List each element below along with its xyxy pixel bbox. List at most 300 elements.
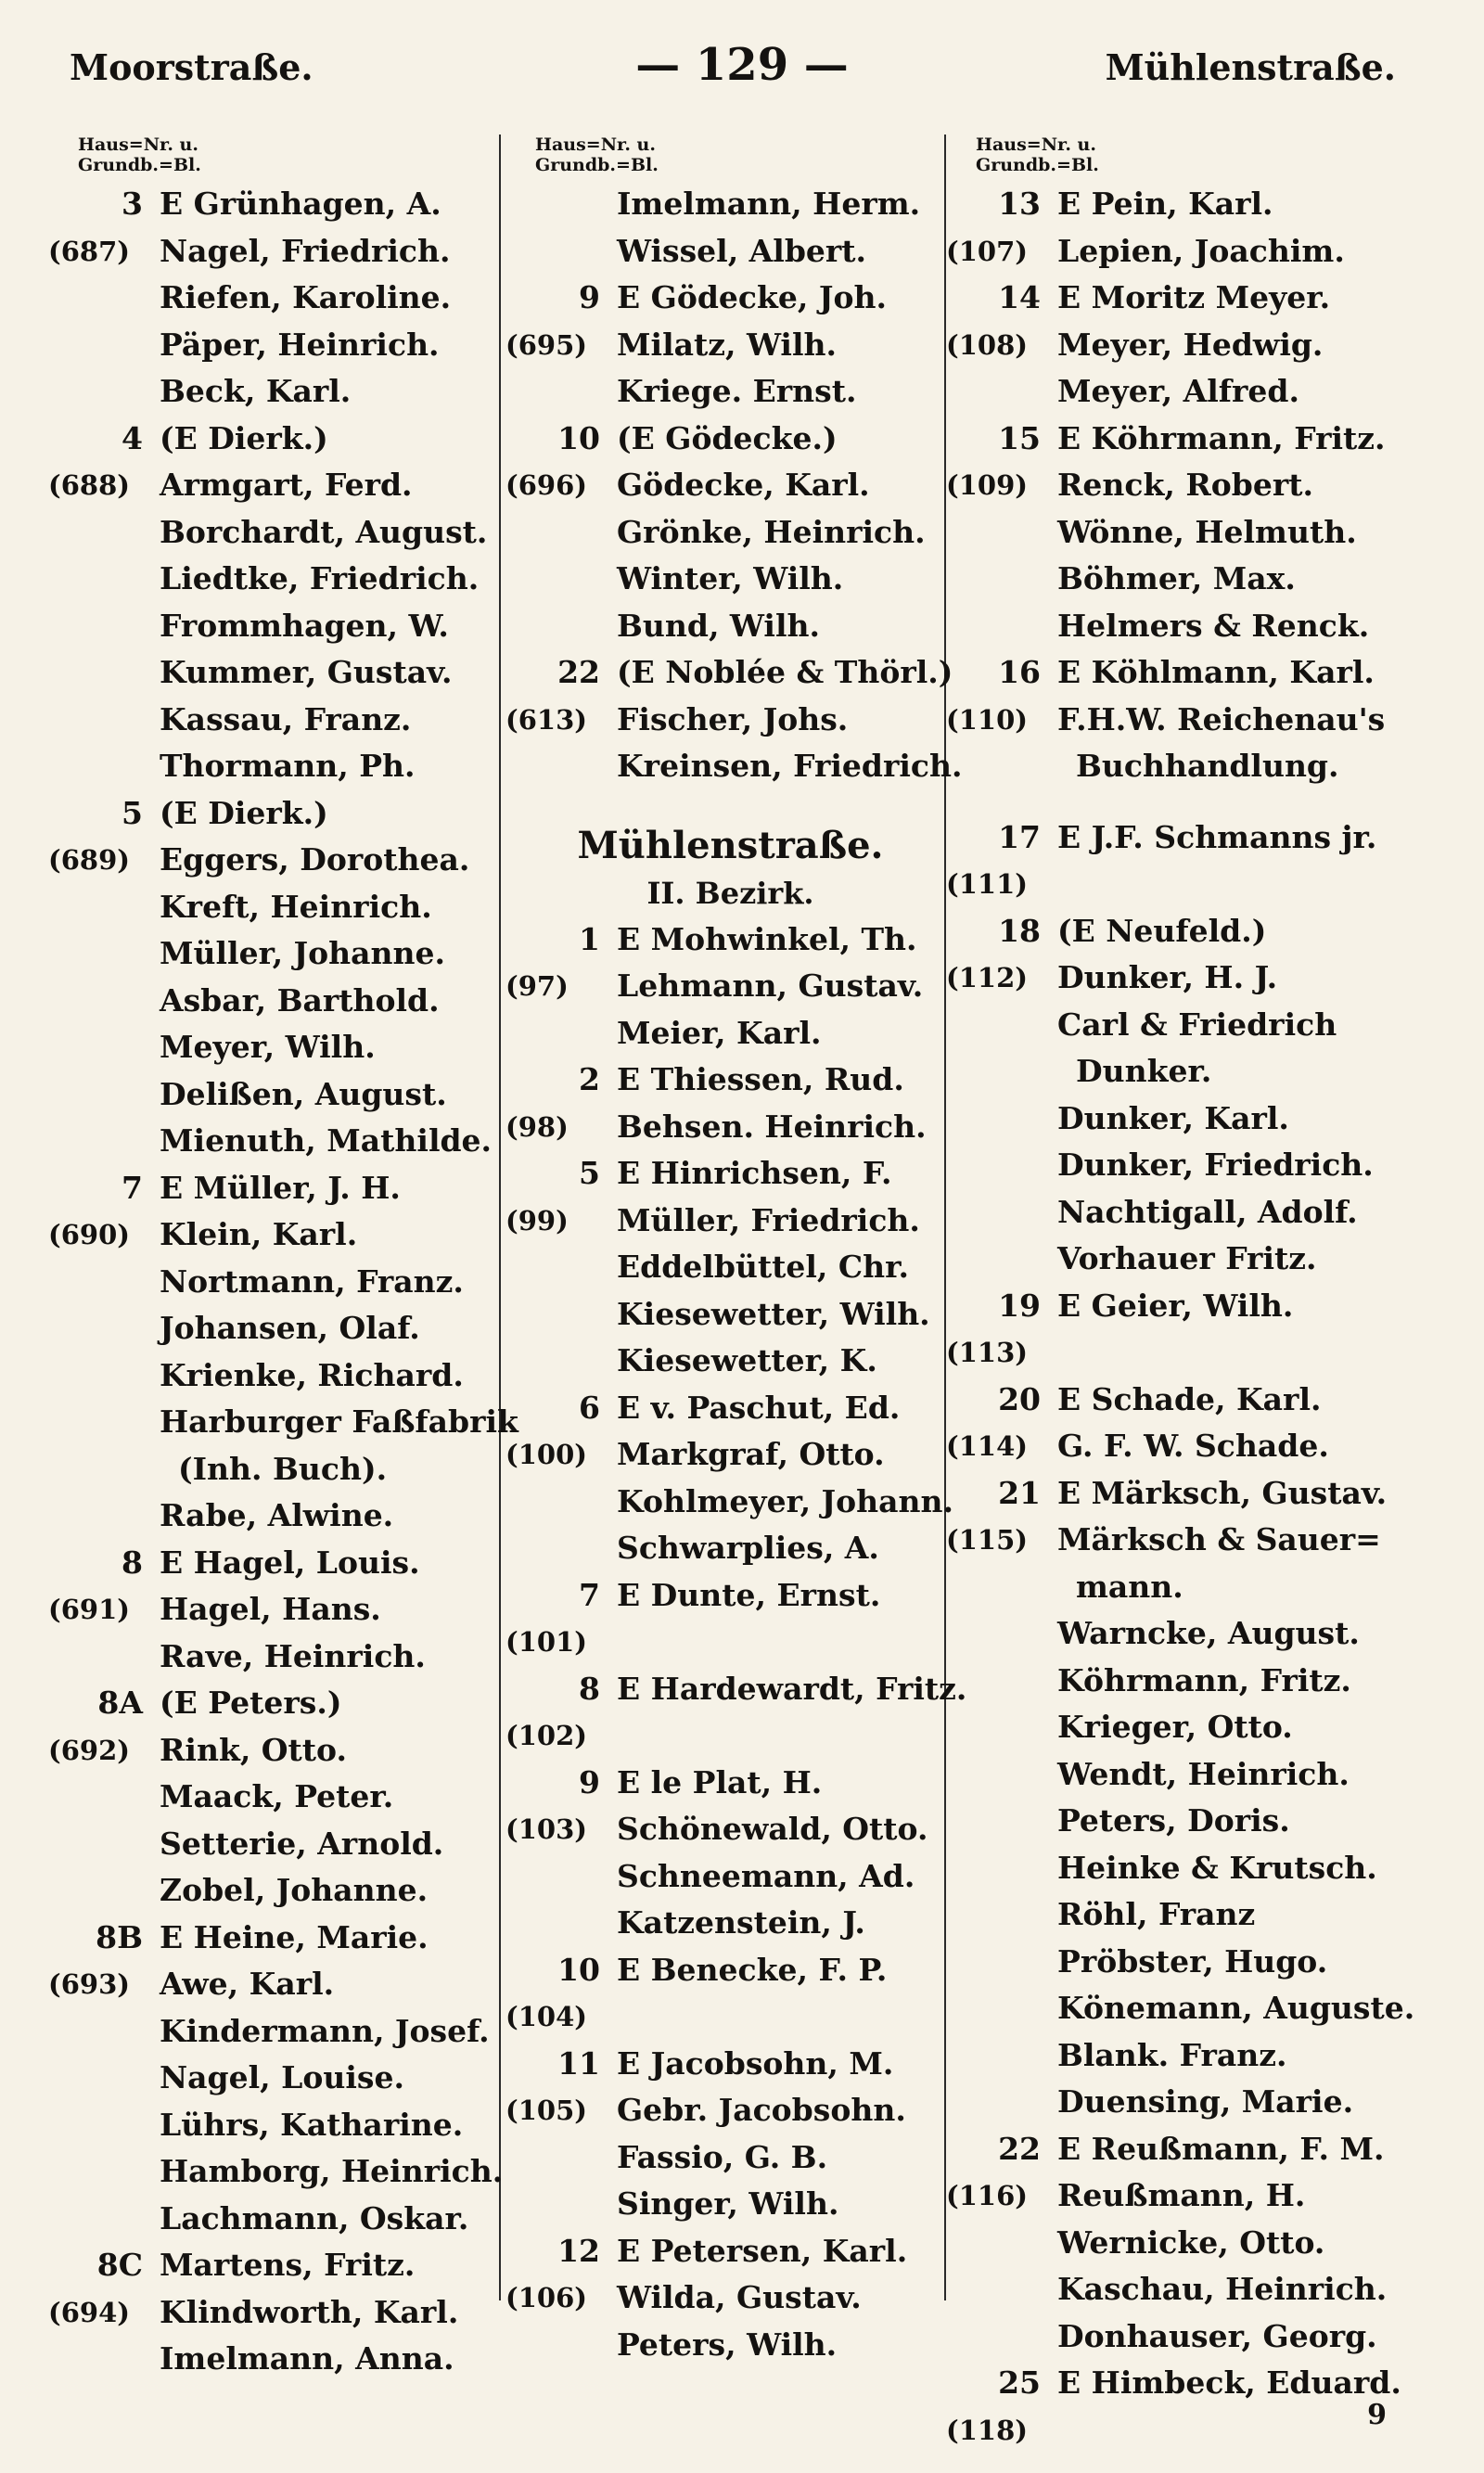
directory-entry bbox=[58, 181, 503, 228]
entry-list bbox=[48, 181, 518, 2383]
resident-name: E Hardewardt, Fritz. bbox=[617, 1670, 967, 1707]
directory-entry bbox=[58, 1446, 503, 1493]
resident-name: Reußmann, H. bbox=[1057, 2177, 1306, 2213]
resident-name: Kreinsen, Friedrich. bbox=[617, 748, 963, 784]
directory-entry bbox=[955, 1891, 1456, 1939]
resident-name: E Schade, Karl. bbox=[1057, 1380, 1322, 1417]
resident-name: E J.F. Schmanns jr. bbox=[1057, 818, 1377, 855]
page-number: — 129 — bbox=[635, 39, 849, 91]
directory-entry bbox=[515, 1947, 946, 1994]
house-number: 8B bbox=[96, 1918, 143, 1955]
land-register-number: (118) bbox=[946, 2414, 1028, 2446]
directory-entry bbox=[515, 228, 946, 275]
resident-name: Köhrmann, Fritz. bbox=[1057, 1661, 1351, 1698]
directory-entry bbox=[955, 1751, 1456, 1799]
resident-name: (E Gödecke.) bbox=[617, 419, 838, 456]
directory-entry bbox=[515, 181, 946, 228]
directory-entry bbox=[58, 1071, 503, 1119]
directory-entry bbox=[58, 1540, 503, 1587]
resident-name: Krienke, Richard. bbox=[160, 1356, 464, 1393]
resident-name: E Märksch, Gustav. bbox=[1057, 1474, 1388, 1511]
house-number: 21 bbox=[998, 1474, 1041, 1511]
resident-name: Peters, Doris. bbox=[1057, 1802, 1290, 1839]
directory-entry bbox=[48, 1586, 503, 1634]
directory-entry bbox=[58, 368, 503, 416]
resident-name: Johansen, Olaf. bbox=[160, 1310, 420, 1346]
directory-entry bbox=[48, 2289, 503, 2337]
house-number: 18 bbox=[998, 912, 1041, 949]
land-register-number: (105) bbox=[505, 2095, 587, 2126]
house-number: 6 bbox=[579, 1389, 600, 1426]
running-header-left: Moorstraße. bbox=[70, 46, 313, 88]
resident-name: Gödecke, Karl. bbox=[617, 467, 870, 503]
directory-entry bbox=[515, 2228, 946, 2275]
directory-entry bbox=[505, 1198, 946, 1245]
resident-name: Wissel, Albert. bbox=[617, 232, 867, 269]
resident-name: Bund, Wilh. bbox=[617, 607, 820, 644]
land-register-number: (97) bbox=[505, 970, 569, 1002]
directory-entry bbox=[48, 1211, 503, 1259]
directory-entry bbox=[58, 2148, 503, 2196]
house-number: 12 bbox=[557, 2232, 600, 2269]
resident-name: Kiesewetter, Wilh. bbox=[617, 1295, 930, 1332]
resident-name: Blank. Franz. bbox=[1057, 2036, 1287, 2073]
directory-entry bbox=[515, 1057, 946, 1104]
directory-entry bbox=[505, 697, 946, 744]
resident-name: Lachmann, Oskar. bbox=[160, 2199, 469, 2236]
resident-name: Kassau, Franz. bbox=[160, 700, 412, 737]
resident-name: Duensing, Marie. bbox=[1057, 2083, 1354, 2120]
directory-entry bbox=[48, 1961, 503, 2008]
house-number: 22 bbox=[557, 654, 600, 690]
directory-entry bbox=[955, 1658, 1456, 1705]
land-register-number: (691) bbox=[48, 1594, 130, 1625]
resident-name: E Jacobsohn, M. bbox=[617, 2044, 894, 2082]
land-register-number: (116) bbox=[946, 2180, 1028, 2211]
resident-name: E Köhrmann, Fritz. bbox=[1057, 419, 1386, 456]
resident-name: E Geier, Wilh. bbox=[1057, 1287, 1294, 1324]
land-register-number: (693) bbox=[48, 1968, 130, 2000]
directory-entry bbox=[58, 2196, 503, 2243]
house-number: 14 bbox=[998, 279, 1041, 315]
land-register-number: (689) bbox=[48, 844, 130, 876]
resident-name: Frommhagen, W. bbox=[160, 607, 449, 644]
house-number: 22 bbox=[998, 2130, 1041, 2167]
resident-name: Müller, Johanne. bbox=[160, 935, 446, 971]
directory-entry bbox=[58, 1259, 503, 1306]
directory-entry bbox=[515, 743, 963, 790]
land-register-number: (613) bbox=[505, 703, 587, 736]
resident-name: Hagel, Hans. bbox=[160, 1591, 381, 1627]
directory-entry bbox=[955, 1798, 1456, 1845]
resident-name: Fischer, Johs. bbox=[617, 700, 849, 737]
resident-name: Dunker, H. J. bbox=[1057, 959, 1278, 995]
directory-entry bbox=[946, 228, 1456, 275]
directory-entry bbox=[955, 181, 1456, 228]
resident-name: Heinke & Krutsch. bbox=[1057, 1849, 1377, 1886]
directory-entry bbox=[505, 462, 946, 509]
resident-name: Donhauser, Georg. bbox=[1057, 2317, 1377, 2354]
land-register-number: (102) bbox=[505, 1720, 587, 1751]
directory-entry bbox=[505, 2087, 946, 2134]
directory-entry bbox=[505, 1712, 946, 1760]
land-register-number: (111) bbox=[946, 868, 1028, 900]
house-number: 1 bbox=[579, 920, 600, 957]
house-number: 5 bbox=[122, 794, 143, 831]
land-register-number: (103) bbox=[505, 1813, 587, 1845]
resident-name: Pröbster, Hugo. bbox=[1057, 1942, 1328, 1980]
directory-entry bbox=[58, 556, 503, 603]
directory-entry bbox=[515, 649, 953, 697]
resident-name: Martens, Fritz. bbox=[160, 2247, 416, 2283]
resident-name: Rave, Heinrich. bbox=[160, 1637, 426, 1674]
resident-name: Mienuth, Mathilde. bbox=[160, 1122, 493, 1159]
resident-name: E Himbeck, Eduard. bbox=[1057, 2364, 1401, 2401]
resident-name: Kindermann, Josef. bbox=[160, 2012, 490, 2049]
resident-name: Märksch & Sauer= bbox=[1057, 1521, 1381, 1557]
resident-name: E Petersen, Karl. bbox=[617, 2232, 908, 2269]
land-register-number: (101) bbox=[505, 1626, 587, 1658]
resident-name: Kreft, Heinrich. bbox=[160, 888, 432, 925]
resident-name: (E Noblée & Thörl.) bbox=[617, 654, 953, 690]
district-heading: II. Bezirk. bbox=[646, 875, 814, 911]
resident-name: (Inh. Buch). bbox=[178, 1450, 388, 1487]
resident-name: E Hinrichsen, F. bbox=[617, 1155, 892, 1191]
directory-entry bbox=[58, 649, 503, 697]
directory-entry bbox=[58, 2242, 503, 2289]
directory-entry bbox=[955, 1048, 1456, 1096]
resident-name: Nortmann, Franz. bbox=[160, 1262, 464, 1300]
house-number: 7 bbox=[579, 1576, 600, 1613]
resident-name: E Dunte, Ernst. bbox=[617, 1576, 881, 1613]
resident-name: Rink, Otto. bbox=[160, 1731, 347, 1768]
directory-entry bbox=[58, 416, 503, 463]
land-register-number: (110) bbox=[946, 703, 1028, 736]
directory-entry bbox=[58, 1352, 503, 1400]
directory-entry bbox=[58, 743, 503, 790]
directory-entry bbox=[955, 1189, 1456, 1236]
resident-name: Zobel, Johanne. bbox=[160, 1872, 429, 1908]
resident-name: Carl & Friedrich bbox=[1057, 1006, 1337, 1043]
resident-name: Meyer, Wilh. bbox=[160, 1029, 376, 1065]
resident-name: Wönne, Helmuth. bbox=[1057, 513, 1357, 550]
resident-name: G. F. W. Schade. bbox=[1057, 1428, 1329, 1464]
resident-name: Lepien, Joachim. bbox=[1057, 232, 1345, 269]
resident-name: Könemann, Auguste. bbox=[1057, 1990, 1415, 2026]
resident-name: Klindworth, Karl. bbox=[160, 2293, 459, 2330]
directory-entry bbox=[515, 1479, 954, 1526]
directory-entry bbox=[505, 1431, 946, 1479]
directory-entry bbox=[946, 2172, 1456, 2220]
directory-entry bbox=[946, 697, 1456, 744]
directory-entry bbox=[955, 416, 1456, 463]
directory-entry bbox=[515, 1150, 946, 1198]
resident-name: Schwarplies, A. bbox=[617, 1530, 879, 1566]
directory-entry bbox=[48, 228, 503, 275]
directory-entry bbox=[515, 1525, 946, 1572]
directory-entry bbox=[955, 603, 1456, 650]
directory-entry bbox=[946, 1517, 1456, 1564]
house-number: 9 bbox=[579, 1763, 600, 1800]
directory-entry bbox=[58, 1493, 503, 1540]
column-heading: Haus=Nr. u. Grundb.=Bl. bbox=[535, 135, 659, 175]
directory-entry bbox=[48, 462, 503, 509]
resident-name: Singer, Wilh. bbox=[617, 2185, 839, 2222]
resident-name: Wilda, Gustav. bbox=[617, 2279, 862, 2315]
directory-entry bbox=[515, 1244, 946, 1291]
resident-name: Dunker. bbox=[1076, 1053, 1212, 1089]
directory-entry bbox=[955, 556, 1456, 603]
directory-entry bbox=[515, 416, 946, 463]
column-3 bbox=[946, 135, 1456, 2454]
land-register-number: (696) bbox=[505, 469, 587, 501]
directory-entry bbox=[946, 462, 1456, 509]
resident-name: E le Plat, H. bbox=[617, 1763, 823, 1800]
house-number: 13 bbox=[998, 186, 1041, 222]
land-register-number: (98) bbox=[505, 1110, 569, 1143]
directory-entry bbox=[515, 1010, 946, 1057]
resident-name: Helmers & Renck. bbox=[1057, 607, 1370, 644]
directory-entry bbox=[515, 556, 946, 603]
resident-name: (E Dierk.) bbox=[160, 794, 328, 831]
resident-name: Delißen, August. bbox=[160, 1075, 447, 1112]
land-register-number: (108) bbox=[946, 328, 1028, 361]
resident-name: Dunker, Friedrich. bbox=[1057, 1147, 1374, 1183]
house-number: 10 bbox=[557, 1951, 600, 1988]
resident-name: (E Neufeld.) bbox=[1057, 912, 1267, 949]
house-number: 2 bbox=[579, 1061, 600, 1097]
house-number: 15 bbox=[998, 419, 1041, 456]
resident-name: Böhmer, Max. bbox=[1057, 560, 1296, 596]
running-header-right: Mühlenstraße. bbox=[1105, 46, 1396, 88]
resident-name: Gebr. Jacobsohn. bbox=[617, 2092, 906, 2128]
resident-name: Maack, Peter. bbox=[160, 1778, 394, 1814]
directory-entry bbox=[955, 2220, 1456, 2267]
resident-name: Klein, Karl. bbox=[160, 1216, 358, 1252]
resident-name: Wernicke, Otto. bbox=[1057, 2223, 1325, 2261]
house-number: 4 bbox=[122, 419, 143, 456]
resident-name: E Köhlmann, Karl. bbox=[1057, 654, 1375, 690]
resident-name: E Thiessen, Rud. bbox=[617, 1061, 904, 1097]
directory-entry bbox=[58, 1305, 503, 1352]
directory-entry bbox=[515, 1291, 946, 1339]
directory-entry bbox=[955, 1142, 1456, 1189]
directory-entry bbox=[58, 1774, 503, 1821]
directory-entry bbox=[515, 1666, 967, 1713]
column-heading: Haus=Nr. u. Grundb.=Bl. bbox=[78, 135, 201, 175]
resident-name: E v. Paschut, Ed. bbox=[617, 1389, 901, 1426]
resident-name: Päper, Heinrich. bbox=[160, 326, 440, 363]
directory-entry bbox=[58, 1165, 503, 1212]
directory-entry bbox=[58, 603, 503, 650]
directory-entry bbox=[515, 1900, 946, 1947]
directory-entry bbox=[955, 743, 1456, 790]
resident-name: Warncke, August. bbox=[1057, 1615, 1360, 1651]
directory-entry bbox=[505, 1993, 946, 2041]
directory-entry bbox=[58, 884, 503, 931]
directory-entry bbox=[955, 1610, 1456, 1658]
resident-name: Müller, Friedrich. bbox=[617, 1201, 920, 1238]
resident-name: E Müller, J. H. bbox=[160, 1169, 401, 1206]
directory-entry bbox=[505, 2274, 946, 2322]
resident-name: E Moritz Meyer. bbox=[1057, 279, 1331, 315]
resident-name: Röhl, Franz bbox=[1057, 1896, 1256, 1932]
resident-name: E Hagel, Louis. bbox=[160, 1544, 420, 1581]
directory-entry bbox=[58, 2336, 503, 2383]
resident-name: Rabe, Alwine. bbox=[160, 1497, 394, 1533]
directory-entry bbox=[505, 1104, 946, 1151]
directory-entry bbox=[946, 1423, 1456, 1470]
directory-entry bbox=[515, 2134, 946, 2182]
resident-name: E Reußmann, F. M. bbox=[1057, 2130, 1385, 2167]
directory-entry bbox=[515, 275, 946, 322]
house-number: 8 bbox=[122, 1544, 143, 1581]
directory-entry bbox=[515, 2181, 946, 2228]
land-register-number: (104) bbox=[505, 2001, 587, 2032]
signature-mark: 9 bbox=[1367, 2399, 1387, 2431]
resident-name: Winter, Wilh. bbox=[617, 560, 844, 596]
house-number: 8 bbox=[579, 1670, 600, 1707]
directory-entry bbox=[58, 2055, 503, 2102]
resident-name: E Pein, Karl. bbox=[1057, 186, 1273, 222]
land-register-number: (100) bbox=[505, 1439, 587, 1470]
resident-name: Meyer, Alfred. bbox=[1057, 373, 1299, 409]
column-heading: Haus=Nr. u. Grundb.=Bl. bbox=[976, 135, 1099, 175]
land-register-number: (107) bbox=[946, 235, 1028, 267]
resident-name: Setterie, Arnold. bbox=[160, 1825, 444, 1862]
directory-entry bbox=[955, 1236, 1456, 1283]
directory-entry bbox=[955, 1564, 1456, 1611]
directory-entry bbox=[58, 1634, 503, 1681]
entry-list bbox=[505, 181, 963, 790]
resident-name: Behsen. Heinrich. bbox=[617, 1108, 927, 1145]
land-register-number: (694) bbox=[48, 2296, 130, 2328]
directory-entry bbox=[955, 908, 1456, 955]
directory-entry bbox=[515, 2041, 946, 2088]
directory-entry bbox=[58, 2008, 503, 2056]
house-number: 5 bbox=[579, 1155, 600, 1191]
resident-name: Schönewald, Otto. bbox=[617, 1811, 928, 1847]
directory-entry bbox=[505, 1619, 946, 1666]
resident-name: Eddelbüttel, Chr. bbox=[617, 1249, 909, 1285]
directory-entry bbox=[515, 1853, 946, 1901]
resident-name: (E Peters.) bbox=[160, 1685, 342, 1721]
directory-entry bbox=[58, 1399, 518, 1446]
directory-entry bbox=[58, 1915, 503, 1962]
directory-entry bbox=[515, 2322, 946, 2369]
directory-entry bbox=[515, 603, 946, 650]
land-register-number: (690) bbox=[48, 1219, 130, 1250]
resident-name: Imelmann, Herm. bbox=[617, 186, 921, 222]
directory-entry bbox=[955, 1002, 1456, 1049]
resident-name: Krieger, Otto. bbox=[1057, 1709, 1293, 1745]
directory-entry bbox=[955, 1377, 1456, 1424]
house-number: 10 bbox=[557, 419, 600, 456]
directory-entry bbox=[58, 790, 503, 838]
resident-name: Kohlmeyer, Johann. bbox=[617, 1482, 954, 1519]
resident-name: Renck, Robert. bbox=[1057, 467, 1313, 503]
directory-entry bbox=[58, 978, 503, 1025]
land-register-number: (106) bbox=[505, 2282, 587, 2313]
resident-name: Buchhandlung. bbox=[1076, 748, 1339, 784]
resident-name: Asbar, Barthold. bbox=[160, 981, 440, 1019]
resident-name: Liedtke, Friedrich. bbox=[160, 560, 480, 596]
house-number: 8C bbox=[96, 2247, 143, 2283]
resident-name: Armgart, Ferd. bbox=[160, 467, 413, 503]
house-number: 9 bbox=[579, 279, 600, 315]
resident-name: F.H.W. Reichenau's bbox=[1057, 700, 1386, 737]
directory-entry bbox=[955, 649, 1456, 697]
directory-entry bbox=[58, 1680, 503, 1727]
resident-name: Kriege. Ernst. bbox=[617, 373, 857, 409]
directory-entry bbox=[955, 2313, 1456, 2361]
land-register-number: (109) bbox=[946, 469, 1028, 501]
directory-entry bbox=[955, 1096, 1456, 1143]
directory-entry bbox=[946, 1329, 1456, 1377]
directory-entry bbox=[515, 509, 946, 557]
resident-name: Lührs, Katharine. bbox=[160, 2106, 464, 2143]
resident-name: Eggers, Dorothea. bbox=[160, 841, 470, 878]
directory-entry bbox=[955, 814, 1456, 862]
street-heading: Mühlenstraße. bbox=[577, 823, 884, 867]
directory-entry bbox=[515, 1385, 946, 1432]
resident-name: E Mohwinkel, Th. bbox=[617, 920, 917, 957]
resident-name: E Benecke, F. P. bbox=[617, 1951, 888, 1988]
resident-name: mann. bbox=[1076, 1568, 1183, 1605]
resident-name: Nachtigall, Adolf. bbox=[1057, 1193, 1358, 1230]
directory-entry bbox=[58, 1867, 503, 1915]
resident-name: Kaschau, Heinrich. bbox=[1057, 2271, 1388, 2307]
house-number: 7 bbox=[122, 1169, 143, 1206]
directory-entry bbox=[515, 1338, 946, 1385]
resident-name: Meier, Karl. bbox=[617, 1014, 822, 1051]
directory-entry bbox=[955, 1845, 1456, 1892]
directory-entry bbox=[955, 1470, 1456, 1518]
directory-entry bbox=[515, 1760, 946, 1807]
entry-list bbox=[946, 181, 1456, 2454]
directory-entry bbox=[955, 2126, 1456, 2173]
house-number: 3 bbox=[122, 186, 143, 222]
land-register-number: (687) bbox=[48, 235, 130, 267]
resident-name: Grönke, Heinrich. bbox=[617, 513, 926, 550]
resident-name: E Grünhagen, A. bbox=[160, 186, 441, 222]
resident-name: Meyer, Hedwig. bbox=[1057, 326, 1324, 363]
resident-name: Peters, Wilh. bbox=[617, 2326, 838, 2363]
resident-name: Wendt, Heinrich. bbox=[1057, 1755, 1350, 1792]
directory-entry bbox=[58, 1024, 503, 1071]
resident-name: Kiesewetter, K. bbox=[617, 1342, 877, 1378]
directory-entry bbox=[48, 1727, 503, 1775]
column-1 bbox=[48, 135, 518, 2383]
house-number: 8A bbox=[97, 1685, 143, 1721]
spacer bbox=[955, 790, 1456, 814]
directory-entry bbox=[515, 1572, 946, 1620]
land-register-number: (114) bbox=[946, 1430, 1028, 1462]
directory-entry bbox=[505, 963, 946, 1010]
resident-name: Lehmann, Gustav. bbox=[617, 967, 924, 1004]
directory-entry bbox=[58, 697, 503, 744]
resident-name: Dunker, Karl. bbox=[1057, 1099, 1289, 1136]
land-register-number: (692) bbox=[48, 1734, 130, 1766]
resident-name: Beck, Karl. bbox=[160, 373, 352, 409]
resident-name: Schneemann, Ad. bbox=[617, 1857, 915, 1894]
resident-name: Borchardt, August. bbox=[160, 513, 488, 550]
land-register-number: (113) bbox=[946, 1337, 1028, 1368]
land-register-number: (695) bbox=[505, 328, 587, 361]
resident-name: Kummer, Gustav. bbox=[160, 654, 453, 690]
directory-entry bbox=[946, 322, 1456, 369]
resident-name: Fassio, G. B. bbox=[617, 2138, 828, 2175]
